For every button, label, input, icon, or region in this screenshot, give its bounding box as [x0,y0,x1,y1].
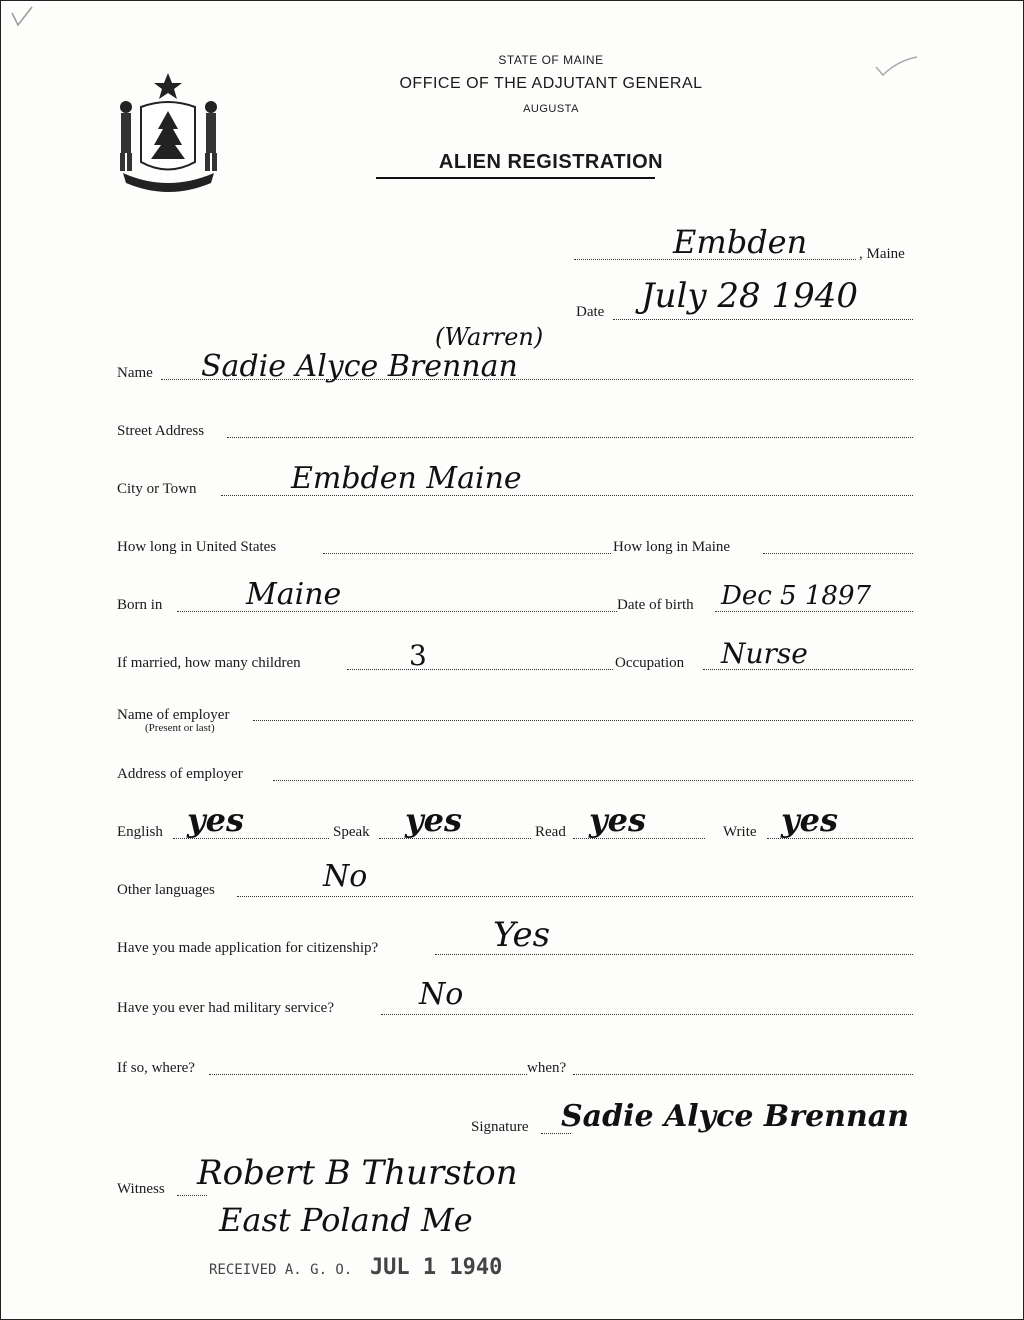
dob-line [715,611,913,612]
street-address-label: Street Address [117,423,205,439]
children-line [347,669,613,670]
date-line [613,319,913,320]
witness-name-entry: Robert B Thurston [197,1153,518,1193]
employer-sublabel: (Present or last) [145,722,215,734]
occupation-entry: Nurse [721,637,808,670]
witness-address-entry: East Poland Me [219,1201,473,1239]
children-label: If married, how many children [117,655,301,671]
seal-banner-text: MAINE [152,172,186,183]
witness-line [177,1195,207,1196]
witness-label: Witness [117,1181,165,1197]
military-label: Have you ever had military service? [117,1000,334,1016]
check-mark-icon-right [873,53,919,84]
how-long-maine-label: How long in Maine [613,539,731,555]
name-label: Name [117,365,153,381]
location-suffix: , Maine [859,246,905,262]
read-entry: yes [589,801,646,839]
received-stamp-date: JUL 1 1940 [369,1255,503,1280]
english-label: English [117,824,163,840]
how-long-us-line [323,553,611,554]
write-label: Write [723,824,757,840]
city-label: City or Town [117,481,197,497]
when-line [573,1074,913,1075]
signature-label: Signature [471,1119,529,1135]
where-label: If so, where? [117,1060,195,1076]
header-office: OFFICE OF THE ADJUTANT GENERAL [399,75,703,92]
date-entry: July 28 1940 [641,276,859,316]
children-entry: 3 [409,639,427,672]
title-underline [376,177,655,179]
employer-label: Name of employer [117,707,230,723]
other-languages-line [237,896,913,897]
how-long-maine-line [763,553,913,554]
signature-entry: Sadie Alyce Brennan [561,1099,910,1134]
header-state: STATE OF MAINE [498,53,604,67]
street-address-line [227,437,913,438]
employer-address-line [273,780,913,781]
state-seal [111,67,226,192]
speak-label: Speak [333,824,370,840]
write-entry: yes [781,801,838,839]
when-label: when? [527,1060,567,1076]
where-line [209,1074,527,1075]
dob-label: Date of birth [617,597,694,613]
speak-entry: yes [405,801,462,839]
received-stamp [209,1255,502,1280]
employer-line [253,720,913,721]
occupation-label: Occupation [615,655,685,671]
name-note-entry: (Warren) [435,323,544,351]
employer-address-label: Address of employer [117,766,243,782]
military-line [381,1014,913,1015]
name-entry: Sadie Alyce Brennan [201,349,518,384]
header-city: AUGUSTA [523,103,579,115]
page-title: ALIEN REGISTRATION [438,151,664,173]
city-entry: Embden Maine [291,461,522,496]
received-stamp-text: RECEIVED A. G. O. [209,1262,353,1278]
english-entry: yes [187,801,244,839]
town-entry: Embden [673,223,808,261]
citizenship-entry: Yes [493,915,551,955]
how-long-us-label: How long in United States [117,539,277,555]
other-languages-entry: No [323,859,368,894]
citizenship-label: Have you made application for citizenship? [117,940,379,956]
military-entry: No [419,977,464,1012]
other-languages-label: Other languages [117,882,215,898]
read-label: Read [535,824,566,840]
dob-entry: Dec 5 1897 [721,581,872,611]
born-in-entry: Maine [246,577,342,612]
born-in-line [177,611,617,612]
date-label: Date [576,304,605,320]
born-in-label: Born in [117,597,163,613]
check-mark-icon [9,5,35,36]
